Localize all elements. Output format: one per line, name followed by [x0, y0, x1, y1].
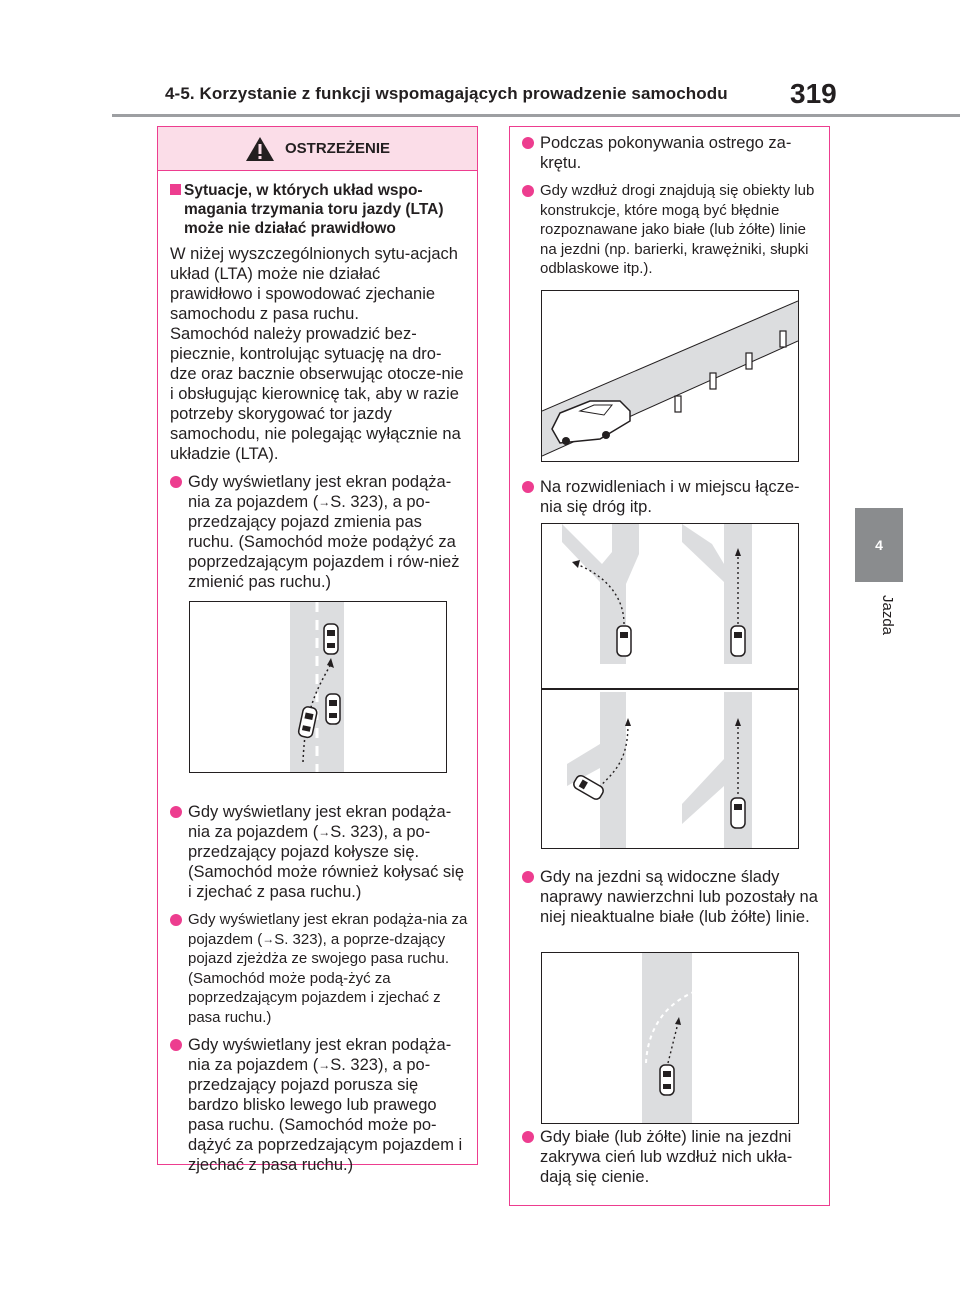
car-icon — [731, 798, 745, 828]
warning-triangle-icon — [245, 136, 275, 162]
pink-bullet-icon — [522, 481, 534, 493]
car-icon — [731, 626, 745, 656]
chapter-tab[interactable]: 4 — [855, 508, 903, 582]
branch-merge-figure — [541, 523, 799, 849]
list-item: Gdy wyświetlany jest ekran podąża-nia za pojazdem (→S. 323), a po-przedzający pojazd porusza się bardzo blisko lewego lub prawego pasa ruchu. (Samochód może po-dążyć za poprzedzającym pojazdem i zjechać z pasa ruchu.) — [170, 1035, 469, 1175]
pink-square-icon — [170, 184, 181, 195]
page-number: 319 — [790, 78, 837, 109]
list-item: Na rozwidleniach i w miejscu łącze-nia się dróg itp. — [522, 477, 821, 517]
pink-bullet-icon — [522, 871, 534, 883]
pink-bullet-icon — [170, 806, 182, 818]
car-icon — [324, 624, 338, 654]
lane-change-figure — [189, 601, 447, 773]
list-item: Podczas pokonywania ostrego za-krętu. — [522, 133, 821, 173]
warning-heading-text: Sytuacje, w których układ wspo-magania trzymania toru jazdy (LTA) może nie działać prawidłowo — [184, 182, 444, 237]
car-icon — [617, 626, 631, 656]
roadside-posts-figure — [541, 290, 799, 462]
header-divider — [112, 114, 960, 117]
pink-bullet-icon — [170, 476, 182, 488]
warning-header — [158, 127, 477, 171]
car-icon — [326, 694, 340, 724]
pink-bullet-icon — [170, 1039, 182, 1051]
pink-bullet-icon — [170, 914, 182, 926]
list-item: Gdy wyświetlany jest ekran podąża-nia za pojazdem (→S. 323), a po-przedzający pojazd kołysze się. (Samochód może również kołysać się i zjechać z pasa ruchu.) — [170, 802, 469, 902]
list-item: Gdy wyświetlany jest ekran podąża-nia za pojazdem (→S. 323), a po-przedzający pojazd zmienia pas ruchu. (Samochód może podążyć za poprzedzającym pojazdem i rów-nież zmienić pas ruchu.) — [170, 472, 469, 592]
warning-heading — [170, 181, 467, 238]
running-header: 4-5. Korzystanie z funkcji wspomagających prowadzenie samochodu — [165, 84, 728, 103]
list-item: Gdy wzdłuż drogi znajdują się obiekty lub konstrukcje, które mogą być błędnie rozpoznawane jako białe (lub żółte) linie na jezdni (np. barierki, krawężniki, słupki odblaskowe itp.). — [522, 181, 821, 279]
pink-bullet-icon — [522, 1131, 534, 1143]
old-lines-figure — [541, 952, 799, 1124]
list-item: Gdy białe (lub żółte) linie na jezdni zakrywa cień lub wzdłuż nich ukła-dają się cienie. — [522, 1127, 821, 1187]
pink-bullet-icon — [522, 185, 534, 197]
list-item: Gdy na jezdni są widoczne ślady naprawy nawierzchni lub pozostały na niej nieaktualne białe (lub żółte) linie. — [522, 867, 821, 927]
pink-bullet-icon — [522, 137, 534, 149]
chapter-tab-label: Jazda — [879, 595, 896, 636]
car-icon — [660, 1065, 674, 1095]
warning-intro: W niżej wyszczególnionych sytu-acjach układ (LTA) może nie działać prawidłowo i spowodować zjechanie samochodu z pasa ruchu. — [170, 245, 458, 323]
warning-title: OSTRZEŻENIE — [284, 140, 390, 157]
list-item: Gdy wyświetlany jest ekran podąża-nia za pojazdem (→S. 323), a poprze-dzający pojazd zjeżdża ze swojego pasa ruchu. (Samochód może podą-żyć za poprzedzającym pojazdem i zjechać z pasa ruchu.) — [170, 910, 469, 1027]
warning-advice: Samochód należy prowadzić bez-piecznie, kontrolując sytuację na dro-dze oraz bacznie obserwując otocze-nie i obsługując kierownicę tak, aby w razie potrzeby skorygować tor jazdy samochodu, nie polegając wyłącznie na układzie (LTA). — [170, 325, 464, 463]
